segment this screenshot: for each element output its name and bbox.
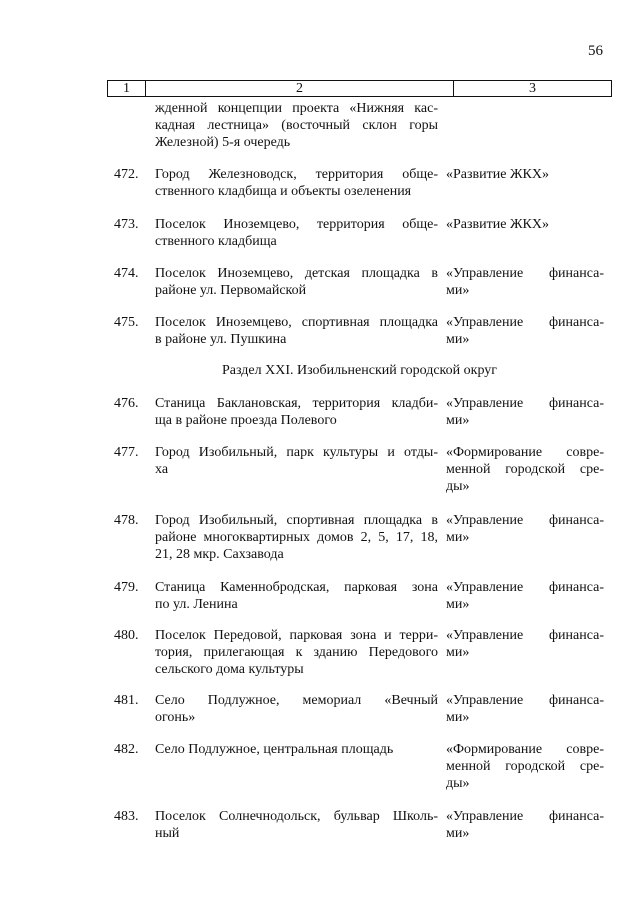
text-line: «Развитие ЖКХ» [446,167,549,182]
text-line: ды» [446,776,470,791]
object-name-cell [155,808,438,842]
text-line: Станица Каменнобродская, парковая зона [155,580,438,595]
row-number: 478. [114,513,139,528]
text-line: «Формирование совре- [446,445,604,460]
object-name-cell [155,692,438,726]
object-name-cell [155,265,438,299]
text-line: «Управление финанса- [446,315,604,330]
program-cell [446,627,604,661]
program-cell [446,444,604,495]
text-line: Поселок Иноземцево, спортивная площадка [155,315,438,330]
text-line: Село Подлужное, мемориал «Вечный [155,693,438,708]
object-name-cell [155,314,438,348]
program-cell [446,395,604,429]
row-number: 472. [114,167,139,182]
text-line: «Управление финанса- [446,580,604,595]
text-line: «Управление финанса- [446,809,604,824]
program-cell [446,741,604,792]
text-line: тория, прилегающая к зданию Передового [155,645,438,660]
text-line: жденной концепции проекта «Нижняя кас- [155,101,438,116]
text-line: ми» [446,710,470,725]
row-number: 474. [114,266,139,281]
header-col-3: 3 [529,81,536,96]
text-line: Поселок Иноземцево, территория обще- [155,217,438,232]
text-line: «Развитие ЖКХ» [446,217,549,232]
text-line: ми» [446,597,470,612]
text-line: ха [155,462,169,477]
row-number: 479. [114,580,139,595]
object-name-cell [155,444,438,478]
header-col-2: 2 [146,81,454,96]
text-line: 21, 28 мкр. Сахзавода [155,547,284,562]
row-number: 477. [114,445,139,460]
text-line: ми» [446,413,470,428]
row-number: 473. [114,217,139,232]
object-name-cell [155,166,438,200]
header-col-1: 1 [108,81,146,96]
text-line: огонь» [155,710,196,725]
text-line: «Управление финанса- [446,628,604,643]
text-line: ственного кладбища [155,234,277,249]
object-name-cell [155,741,438,758]
text-line: в районе ул. Пушкина [155,332,287,347]
object-name-cell [155,512,438,563]
table-header-row [107,80,612,97]
object-name-cell [155,100,438,151]
program-cell [446,512,604,546]
text-line: ми» [446,826,470,841]
text-line: «Управление финанса- [446,693,604,708]
text-line: районе ул. Первомайской [155,283,307,298]
row-number: 483. [114,809,139,824]
page-number: 56 [588,43,603,59]
text-line: «Управление финанса- [446,513,604,528]
text-line: Город Изобильный, парк культуры и отды- [155,445,438,460]
program-cell [446,265,604,299]
text-line: ми» [446,283,470,298]
row-number: 476. [114,396,139,411]
text-line: Село Подлужное, центральная площадь [155,742,394,757]
text-line: ми» [446,332,470,347]
text-line: Станица Баклановская, территория кладби- [155,396,438,411]
section-title: Раздел XXI. Изобильненский городской округ [222,363,497,378]
text-line: кадная лестница» (восточный склон горы [155,118,438,133]
program-cell [446,579,604,613]
text-line: ми» [446,645,470,660]
text-line: ща в районе проезда Полевого [155,413,337,428]
text-line: районе многоквартирных домов 2, 5, 17, 18, [155,530,438,545]
text-line: Поселок Иноземцево, детская площадка в [155,266,438,281]
row-number: 475. [114,315,139,330]
text-line: ственного кладбища и объекты озеленения [155,184,412,199]
text-line: Город Железноводск, территория обще- [155,167,438,182]
text-line: сельского дома культуры [155,662,304,677]
text-line: Город Изобильный, спортивная площадка в [155,513,438,528]
text-line: Железной) 5-я очередь [155,135,291,150]
row-number: 480. [114,628,139,643]
object-name-cell [155,579,438,613]
text-line: ный [155,826,180,841]
text-line: менной городской сре- [446,759,604,774]
program-cell [446,166,604,183]
text-line: ми» [446,530,470,545]
text-line: «Управление финанса- [446,266,604,281]
text-line: «Формирование совре- [446,742,604,757]
text-line: по ул. Ленина [155,597,238,612]
text-line: Поселок Солнечнодольск, бульвар Школь- [155,809,438,824]
object-name-cell [155,627,438,678]
program-cell [446,314,604,348]
text-line: ды» [446,479,470,494]
text-line: «Управление финанса- [446,396,604,411]
object-name-cell [155,395,438,429]
program-cell [446,808,604,842]
text-line: менной городской сре- [446,462,604,477]
row-number: 482. [114,742,139,757]
object-name-cell [155,216,438,250]
program-cell [446,692,604,726]
row-number: 481. [114,693,139,708]
text-line: Поселок Передовой, парковая зона и терри- [155,628,438,643]
program-cell [446,216,604,233]
